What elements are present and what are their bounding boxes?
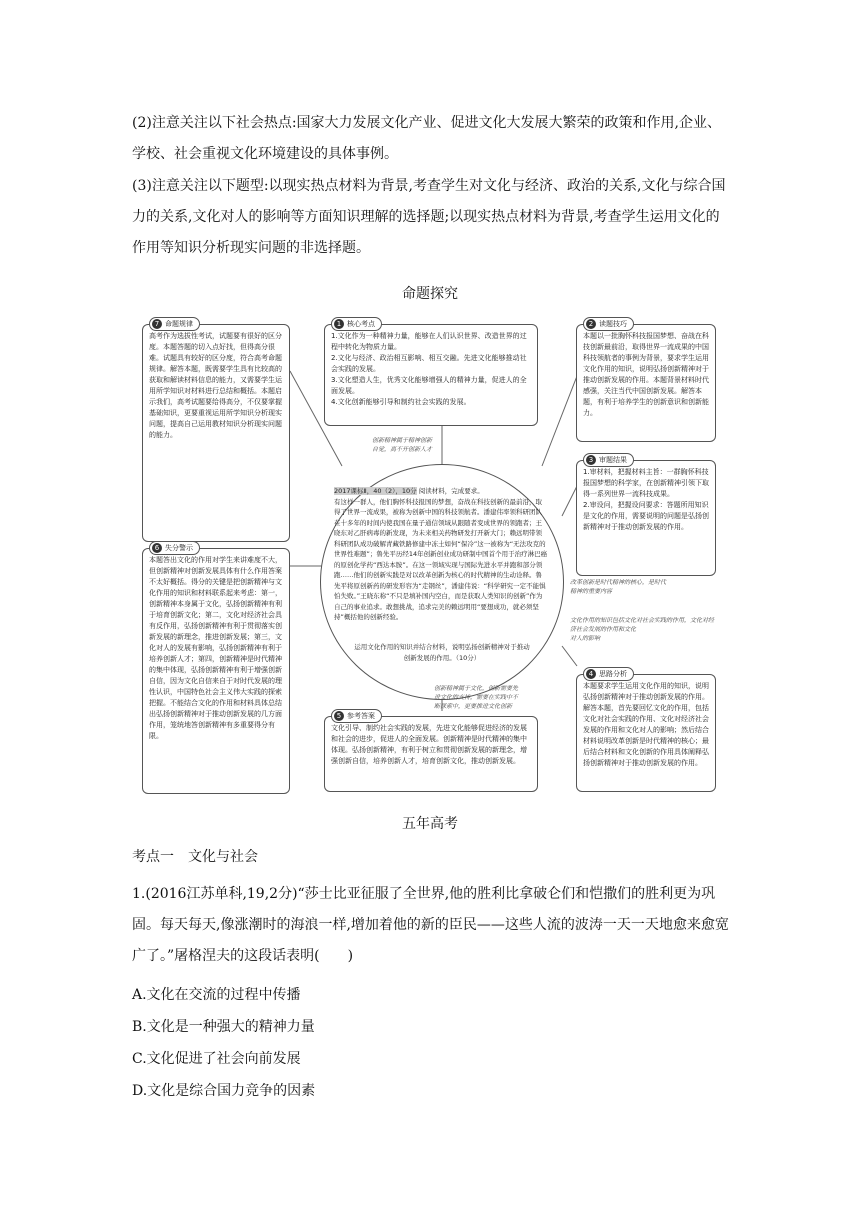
section-title-wunian: 五年高考 [402, 816, 458, 832]
box-body: 1.文化作为一种精神力量，能够在人们认识世界、改造世界的过程中转化为物质力量。 2.文化与经济、政治相互影响、相互交融。先进文化能够推动社会实践的发展。 3.文化塑造人生，优秀文化能够增强人的精神力量，促进人的全面发展。 4.文化创新能够引导和制约社会实践的发展。 [331, 332, 527, 406]
box-body: 高考作为选拔性考试，试题要有很好的区分度。本题答题的切入点好找，但得高分很难。试题具有较好的区分度，符合高考命题规律。解答本题，既需要学生具有比较高的获取和解读材料信息的能力，又需要学生运用所学知识对材料进行总结和概括。本题启示我们，高考试题要给得高分，不仅要掌握基础知识，更要重视运用所学知识分析现实问题，提高自己运用教材知识分析现实问题的能力。 [149, 332, 282, 439]
material-text: 阅读材料，完成要求。 有这样一群人，他们胸怀科技报国的梦想，奋战在科技创新的最前沿，取得了世界一流成果，被称为创新中国的科技领航者。潘建伟率领科研团队在十多年的时间内使我国在量子通信领域从跟随者变成世界的领跑者；王晓东对乙肝病毒的新发现，为未来相关药物研发打开新大门；赖远明带领科研团队成功破解青藏铁路修建中冻土如何“保冷”这一被称为“无法攻克的世界性难题”；鲁先平历经14年创新创业成功研制中国首个用于治疗淋巴癌的原创化学药“西达本胺”。在这一领域实现与国际先进水平并跑和部分领跑……他们的创新实践是对以改革创新为核心的时代精神的生动诠释。鲁先平将原创新药的研发形容为“走钢丝”，潘建伟说：“科学研究一定不能惧怕失败。”王晓东称“不只是填补国内空白，而是获取人类知识的创新”作为自己的事业追求。敢想挑战，追求完美的赖远明用“要想成功，就必须坚持”概括他的创新经验。 [334, 487, 548, 621]
intro-paragraph-3: (3)注意关注以下题型:以现实热点材料为背景,考查学生对文化与经济、政治的关系,文化与综合国力的关系,文化对人的影响等方面知识理解的选择题;以现实热点材料为背景,考查学生运用文化的作用等知识分析现实问题的非选择题。 [132, 178, 726, 256]
center-question: 运用文化作用的知识并结合材料，说明弘扬创新精神对于推动创新发展的作用。（10分） [354, 643, 530, 662]
box-body: 本题要求学生运用文化作用的知识，说明弘扬创新精神对于推动创新发展的作用。解答本题，首先要回忆文化的作用，包括文化对社会实践的作用、文化对经济社会发展的作用和文化对人的影响；然后结合材料说明改革创新是时代精神的核心；最后结合材料和文化创新的作用具体阐释弘扬创新精神对于推动创新发展的作用。 [583, 682, 709, 767]
note-right-1: 改革创新是时代精神的核心，是时代 精神的重要内容 [570, 579, 667, 595]
center-material [334, 486, 548, 623]
box-duti-jiqiao [576, 320, 716, 442]
box-body: 本题答出文化的作用对学生来讲难度不大，但创新精神对创新发展具体有什么作用答案不太好概括。得分的关键是把创新精神与文化作用的知识和材料联系起来考虑：第一，创新精神本身属于文化，弘扬创新精神有利于培育创新文化；第二，文化对经济社会具有反作用，弘扬创新精神有利于贯彻落实创新发展的新理念，推进创新发展；第三，文化对人的发展有影响，弘扬创新精神有利于培养创新人才；第四，创新精神是时代精神的集中体现，弘扬创新精神有利于增强创新自信，因为文化自信来自于对时代发展的理性认识，中国特色社会主义伟大实践的探索把握。不能结合文化的作用和材料具体总结出弘扬创新精神对于推动创新发展的几方面作用，笼统地答创新精神有多重要得分有限。 [149, 556, 282, 740]
box-tag: 2 读题技巧 [583, 317, 634, 331]
question-1-stem: 1.(2016江苏单科,19,2分)“莎士比亚征服了全世界,他的胜利比拿破仑们和恺撒们的胜利更为巩固。每天每天,像涨潮时的海浪一样,增加着他的新的臣民——这些人流的波涛一天一天地愈来愈宽广了。”屠格涅夫的这段话表明( ) [132, 886, 729, 964]
box-tag: 3 审题结果 [583, 453, 634, 467]
box-shenti-jieguo [576, 456, 716, 576]
box-tag: 4 思路分析 [583, 667, 634, 681]
source-tag: 2017课标Ⅱ，40（2），10分 [334, 487, 417, 495]
note-top: 创新精神属于精神创新 自觉，离不开创新人才 [372, 437, 433, 453]
box-shifen-jingshi [142, 544, 290, 794]
box-body: 本题以一批胸怀科技报国梦想、奋战在科技创新最前沿，取得世界一流成果的中国科技领航者的事例为背景，要求学生运用文化作用的知识，说明弘扬创新精神对于推动创新发展的作用。本题背景材料时代感强，关注当代中国创新发展。解答本题，有利于培养学生的创新意识和创新能力。 [583, 332, 709, 417]
box-body: 1.审材料，把握材料主旨：一群胸怀科技报国梦想的科学家，在创新精神引领下取得一系列世界一流科技成果。 2.审设问，把握设问要求：答题所用知识是文化的作用，需要说明的问题是弘扬创新精神对于推动创新发展的作用。 [583, 468, 709, 531]
concept-diagram [142, 316, 716, 794]
topic-heading: 考点一 文化与社会 [132, 849, 258, 865]
intro-paragraph-2: (2)注意关注以下社会热点:国家大力发展文化产业、促进文化大发展大繁荣的政策和作用,企业、学校、社会重视文化环境建设的具体事例。 [132, 115, 721, 162]
option-a: A.文化在交流的过程中传播 [132, 987, 301, 1003]
box-tag: 5 参考答案 [331, 709, 382, 723]
box-silu-fenxi [576, 670, 716, 792]
box-body: 文化引导、制约社会实践的发展，先进文化能够促进经济的发展和社会的进步，促进人的全面发展。创新精神是时代精神的集中体现。弘扬创新精神，有利于树立和贯彻创新发展的新理念，增强创新自信，培养创新人才，培育创新文化，推动创新发展。 [331, 724, 527, 765]
option-b: B.文化是一种强大的精神力量 [132, 1019, 315, 1035]
box-mingti-guilv [142, 320, 290, 542]
note-right-2: 文化作用的知识包括文化对社会实践的作用，文化对经济社会发展的作用和文化 对人的影响 [570, 617, 715, 642]
option-d: D.文化是综合国力竞争的因素 [132, 1083, 316, 1099]
section-title-mingti: 命题探究 [402, 286, 458, 302]
box-cankao-daan [324, 712, 538, 792]
note-bottom: 创新精神属于文化，创新需要先 进文化的支持，需要在实践中不 断探索中，更要推进文化创新 [434, 685, 519, 710]
box-tag: 1 核心考点 [331, 317, 382, 331]
box-tag: 6 失分警示 [149, 541, 200, 555]
box-tag: 7 命题规律 [149, 317, 200, 331]
option-c: C.文化促进了社会向前发展 [132, 1051, 301, 1067]
box-hexin-kaodian [324, 320, 538, 426]
